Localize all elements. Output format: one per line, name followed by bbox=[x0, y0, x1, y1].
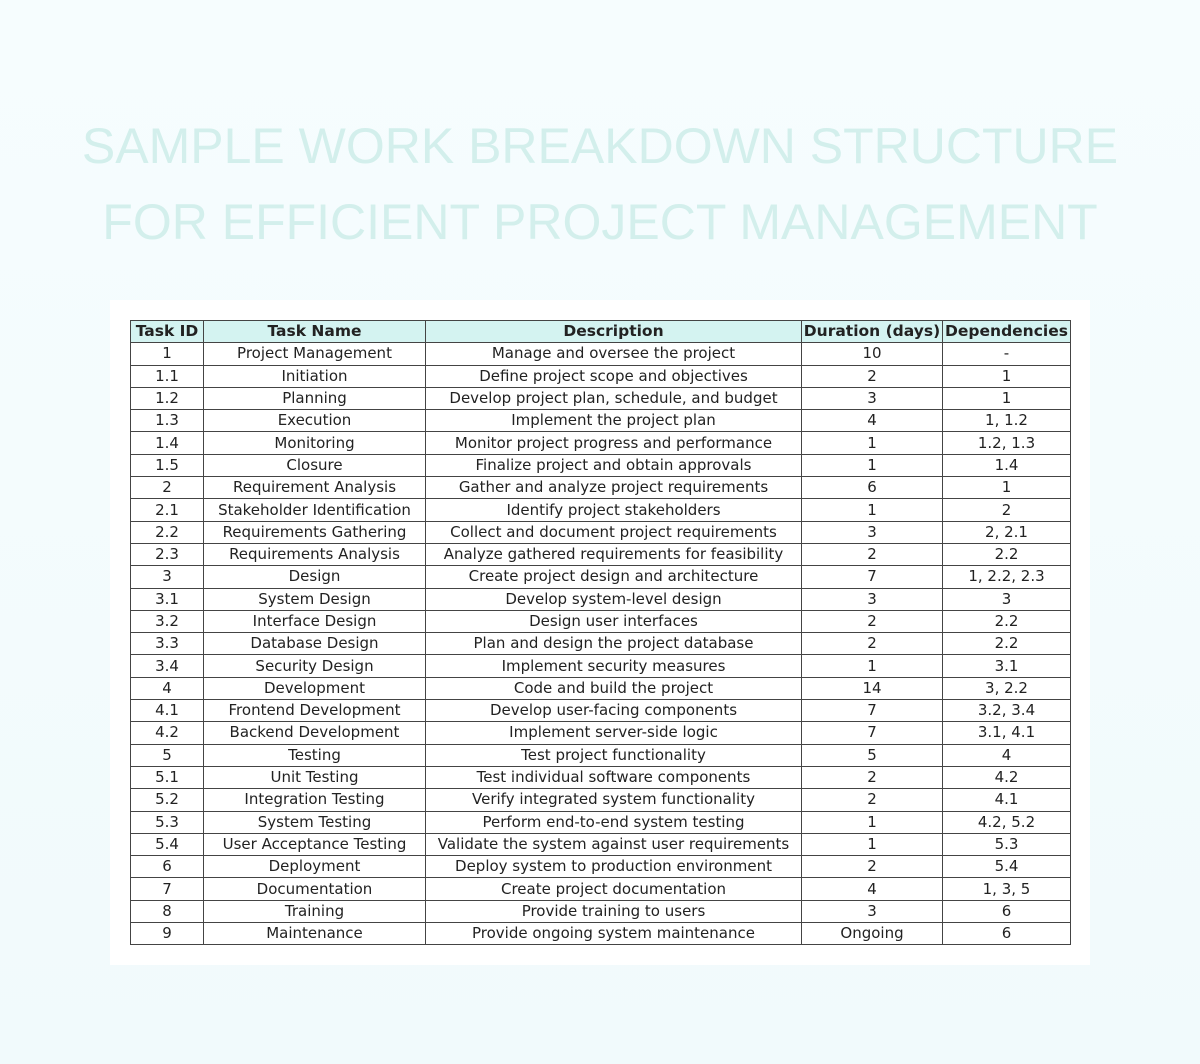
cell-duration: 2 bbox=[802, 766, 943, 788]
cell-dependencies: 2.2 bbox=[943, 543, 1071, 565]
table-row bbox=[131, 499, 1071, 521]
cell-description: Plan and design the project database bbox=[426, 633, 802, 655]
cell-task-name: Execution bbox=[204, 410, 426, 432]
cell-description: Deploy system to production environment bbox=[426, 856, 802, 878]
cell-task-name: Security Design bbox=[204, 655, 426, 677]
cell-dependencies: 5.4 bbox=[943, 856, 1071, 878]
cell-dependencies: 1.4 bbox=[943, 454, 1071, 476]
cell-task-name: Design bbox=[204, 566, 426, 588]
cell-task-name: Project Management bbox=[204, 343, 426, 365]
cell-task-id: 1.3 bbox=[131, 410, 204, 432]
cell-task-id: 4.1 bbox=[131, 700, 204, 722]
cell-duration: 2 bbox=[802, 543, 943, 565]
table-card bbox=[110, 300, 1090, 965]
cell-duration: 6 bbox=[802, 477, 943, 499]
cell-dependencies: 3.2, 3.4 bbox=[943, 700, 1071, 722]
cell-description: Implement security measures bbox=[426, 655, 802, 677]
cell-task-name: Requirements Gathering bbox=[204, 521, 426, 543]
cell-duration: 3 bbox=[802, 387, 943, 409]
table-row bbox=[131, 856, 1071, 878]
cell-duration: 3 bbox=[802, 900, 943, 922]
cell-dependencies: 6 bbox=[943, 923, 1071, 945]
cell-task-id: 5.3 bbox=[131, 811, 204, 833]
cell-task-id: 6 bbox=[131, 856, 204, 878]
cell-description: Develop system-level design bbox=[426, 588, 802, 610]
table-row bbox=[131, 410, 1071, 432]
cell-duration: Ongoing bbox=[802, 923, 943, 945]
table-row bbox=[131, 566, 1071, 588]
cell-description: Gather and analyze project requirements bbox=[426, 477, 802, 499]
cell-description: Manage and oversee the project bbox=[426, 343, 802, 365]
table-row bbox=[131, 700, 1071, 722]
cell-dependencies: 2.2 bbox=[943, 633, 1071, 655]
cell-task-id: 1.1 bbox=[131, 365, 204, 387]
table-row bbox=[131, 923, 1071, 945]
cell-task-id: 9 bbox=[131, 923, 204, 945]
cell-task-id: 2.3 bbox=[131, 543, 204, 565]
cell-description: Define project scope and objectives bbox=[426, 365, 802, 387]
cell-task-name: Monitoring bbox=[204, 432, 426, 454]
cell-dependencies: 2, 2.1 bbox=[943, 521, 1071, 543]
table-row bbox=[131, 543, 1071, 565]
cell-task-id: 2.2 bbox=[131, 521, 204, 543]
cell-description: Create project design and architecture bbox=[426, 566, 802, 588]
cell-duration: 1 bbox=[802, 833, 943, 855]
page-title bbox=[0, 108, 1200, 260]
cell-task-id: 3.2 bbox=[131, 610, 204, 632]
cell-duration: 1 bbox=[802, 811, 943, 833]
cell-task-name: System Design bbox=[204, 588, 426, 610]
cell-duration: 2 bbox=[802, 365, 943, 387]
cell-task-id: 4.2 bbox=[131, 722, 204, 744]
cell-task-name: Testing bbox=[204, 744, 426, 766]
cell-description: Perform end-to-end system testing bbox=[426, 811, 802, 833]
cell-dependencies: 5.3 bbox=[943, 833, 1071, 855]
cell-task-id: 8 bbox=[131, 900, 204, 922]
cell-task-name: Requirement Analysis bbox=[204, 477, 426, 499]
table-row bbox=[131, 588, 1071, 610]
cell-task-id: 4 bbox=[131, 677, 204, 699]
table-row bbox=[131, 766, 1071, 788]
cell-dependencies: 4.2 bbox=[943, 766, 1071, 788]
title-line-1: SAMPLE WORK BREAKDOWN STRUCTURE bbox=[81, 118, 1119, 174]
cell-task-id: 5.2 bbox=[131, 789, 204, 811]
column-header-description: Description bbox=[426, 321, 802, 343]
cell-dependencies: 1 bbox=[943, 365, 1071, 387]
table-row bbox=[131, 387, 1071, 409]
cell-description: Finalize project and obtain approvals bbox=[426, 454, 802, 476]
cell-task-name: System Testing bbox=[204, 811, 426, 833]
cell-task-id: 3.3 bbox=[131, 633, 204, 655]
cell-description: Identify project stakeholders bbox=[426, 499, 802, 521]
cell-duration: 10 bbox=[802, 343, 943, 365]
table-row bbox=[131, 454, 1071, 476]
cell-description: Implement the project plan bbox=[426, 410, 802, 432]
cell-dependencies: 1, 2.2, 2.3 bbox=[943, 566, 1071, 588]
cell-description: Test project functionality bbox=[426, 744, 802, 766]
cell-duration: 4 bbox=[802, 878, 943, 900]
cell-task-id: 3.1 bbox=[131, 588, 204, 610]
cell-duration: 2 bbox=[802, 856, 943, 878]
cell-task-name: Initiation bbox=[204, 365, 426, 387]
table-row bbox=[131, 432, 1071, 454]
table-row bbox=[131, 744, 1071, 766]
cell-description: Develop user-facing components bbox=[426, 700, 802, 722]
table-row bbox=[131, 833, 1071, 855]
cell-description: Analyze gathered requirements for feasibility bbox=[426, 543, 802, 565]
cell-description: Verify integrated system functionality bbox=[426, 789, 802, 811]
cell-dependencies: 2.2 bbox=[943, 610, 1071, 632]
cell-dependencies: 1, 1.2 bbox=[943, 410, 1071, 432]
cell-task-name: Frontend Development bbox=[204, 700, 426, 722]
cell-task-name: Development bbox=[204, 677, 426, 699]
cell-description: Create project documentation bbox=[426, 878, 802, 900]
cell-task-id: 5.1 bbox=[131, 766, 204, 788]
cell-duration: 1 bbox=[802, 655, 943, 677]
wbs-table bbox=[130, 320, 1071, 945]
cell-dependencies: 3.1 bbox=[943, 655, 1071, 677]
cell-description: Monitor project progress and performance bbox=[426, 432, 802, 454]
cell-task-name: Requirements Analysis bbox=[204, 543, 426, 565]
cell-task-id: 3.4 bbox=[131, 655, 204, 677]
table-row bbox=[131, 343, 1071, 365]
cell-description: Test individual software components bbox=[426, 766, 802, 788]
header-row bbox=[131, 321, 1071, 343]
cell-dependencies: 1, 3, 5 bbox=[943, 878, 1071, 900]
table-row bbox=[131, 633, 1071, 655]
cell-description: Implement server-side logic bbox=[426, 722, 802, 744]
cell-duration: 4 bbox=[802, 410, 943, 432]
table-row bbox=[131, 477, 1071, 499]
cell-duration: 1 bbox=[802, 432, 943, 454]
cell-task-id: 5 bbox=[131, 744, 204, 766]
cell-task-name: Interface Design bbox=[204, 610, 426, 632]
cell-dependencies: - bbox=[943, 343, 1071, 365]
cell-dependencies: 1 bbox=[943, 477, 1071, 499]
cell-task-id: 2 bbox=[131, 477, 204, 499]
column-header-dependencies: Dependencies bbox=[943, 321, 1071, 343]
title-line-2: FOR EFFICIENT PROJECT MANAGEMENT bbox=[102, 194, 1098, 250]
table-row bbox=[131, 610, 1071, 632]
table-row bbox=[131, 878, 1071, 900]
cell-duration: 3 bbox=[802, 521, 943, 543]
table-row bbox=[131, 811, 1071, 833]
cell-duration: 7 bbox=[802, 566, 943, 588]
cell-task-id: 1 bbox=[131, 343, 204, 365]
cell-duration: 5 bbox=[802, 744, 943, 766]
cell-description: Code and build the project bbox=[426, 677, 802, 699]
table-row bbox=[131, 365, 1071, 387]
cell-task-id: 2.1 bbox=[131, 499, 204, 521]
cell-duration: 1 bbox=[802, 499, 943, 521]
cell-task-name: Integration Testing bbox=[204, 789, 426, 811]
cell-duration: 2 bbox=[802, 633, 943, 655]
cell-task-name: Backend Development bbox=[204, 722, 426, 744]
cell-task-name: Deployment bbox=[204, 856, 426, 878]
cell-task-name: Database Design bbox=[204, 633, 426, 655]
cell-description: Collect and document project requirements bbox=[426, 521, 802, 543]
cell-description: Design user interfaces bbox=[426, 610, 802, 632]
cell-dependencies: 4.1 bbox=[943, 789, 1071, 811]
cell-duration: 2 bbox=[802, 610, 943, 632]
cell-task-name: Maintenance bbox=[204, 923, 426, 945]
cell-description: Validate the system against user requirements bbox=[426, 833, 802, 855]
table-row bbox=[131, 655, 1071, 677]
column-header-task-name: Task Name bbox=[204, 321, 426, 343]
cell-task-id: 7 bbox=[131, 878, 204, 900]
cell-description: Provide ongoing system maintenance bbox=[426, 923, 802, 945]
cell-task-id: 3 bbox=[131, 566, 204, 588]
cell-task-name: Documentation bbox=[204, 878, 426, 900]
cell-duration: 2 bbox=[802, 789, 943, 811]
table-row bbox=[131, 900, 1071, 922]
table-row bbox=[131, 521, 1071, 543]
cell-dependencies: 3 bbox=[943, 588, 1071, 610]
cell-dependencies: 3, 2.2 bbox=[943, 677, 1071, 699]
cell-dependencies: 2 bbox=[943, 499, 1071, 521]
cell-task-id: 1.4 bbox=[131, 432, 204, 454]
cell-duration: 7 bbox=[802, 700, 943, 722]
cell-dependencies: 1.2, 1.3 bbox=[943, 432, 1071, 454]
cell-duration: 1 bbox=[802, 454, 943, 476]
cell-duration: 7 bbox=[802, 722, 943, 744]
table-row bbox=[131, 677, 1071, 699]
cell-dependencies: 6 bbox=[943, 900, 1071, 922]
table-row bbox=[131, 789, 1071, 811]
table-row bbox=[131, 722, 1071, 744]
cell-task-name: Closure bbox=[204, 454, 426, 476]
cell-description: Provide training to users bbox=[426, 900, 802, 922]
cell-task-name: User Acceptance Testing bbox=[204, 833, 426, 855]
cell-duration: 3 bbox=[802, 588, 943, 610]
cell-task-id: 1.2 bbox=[131, 387, 204, 409]
cell-task-id: 1.5 bbox=[131, 454, 204, 476]
cell-task-name: Planning bbox=[204, 387, 426, 409]
cell-task-name: Unit Testing bbox=[204, 766, 426, 788]
cell-task-id: 5.4 bbox=[131, 833, 204, 855]
cell-dependencies: 4.2, 5.2 bbox=[943, 811, 1071, 833]
cell-duration: 14 bbox=[802, 677, 943, 699]
cell-dependencies: 4 bbox=[943, 744, 1071, 766]
cell-task-name: Training bbox=[204, 900, 426, 922]
column-header-task-id: Task ID bbox=[131, 321, 204, 343]
cell-dependencies: 1 bbox=[943, 387, 1071, 409]
cell-description: Develop project plan, schedule, and budget bbox=[426, 387, 802, 409]
cell-dependencies: 3.1, 4.1 bbox=[943, 722, 1071, 744]
cell-task-name: Stakeholder Identification bbox=[204, 499, 426, 521]
column-header-duration: Duration (days) bbox=[802, 321, 943, 343]
